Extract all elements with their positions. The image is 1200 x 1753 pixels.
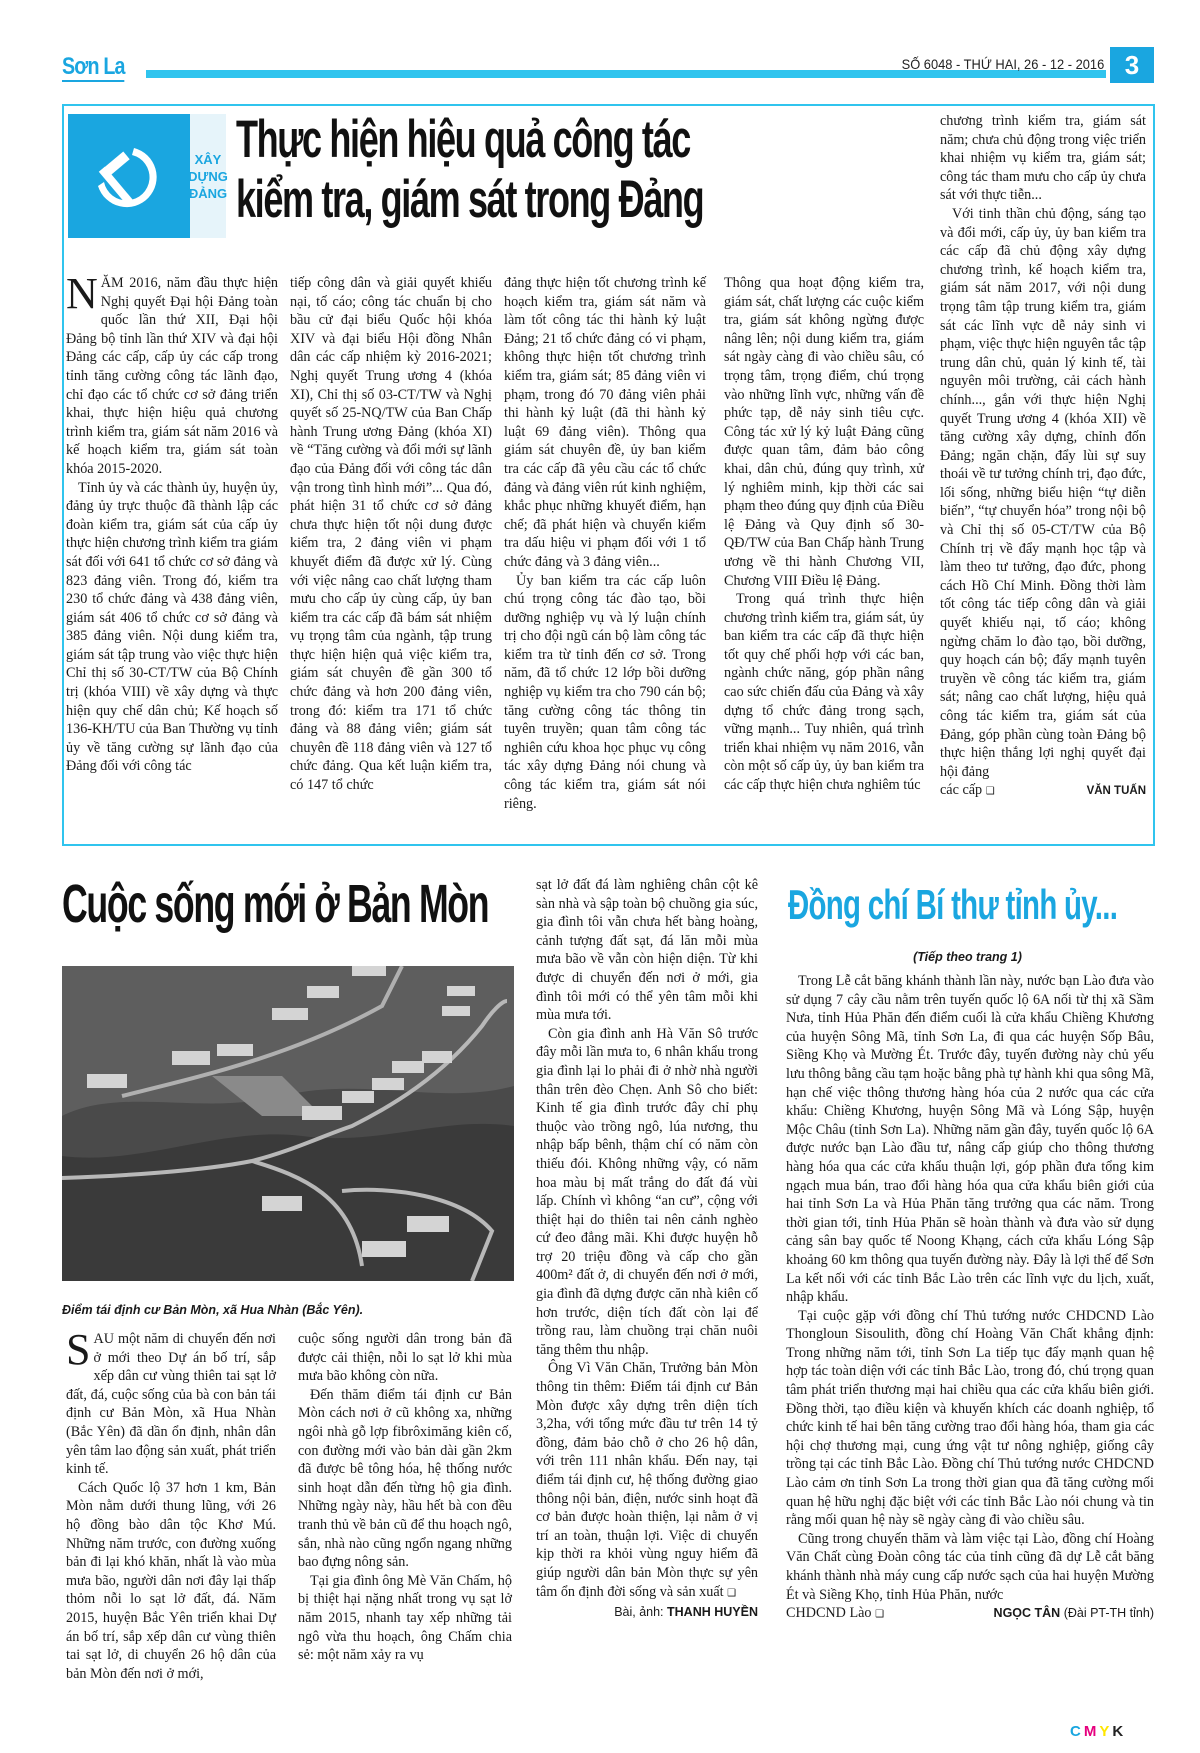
bottom-article-column-2: [298, 1330, 512, 1665]
paragraph: Trong Lễ cắt băng khánh thành lần này, nước bạn Lào đưa vào sử dụng 7 cây cầu nằm trên tuyến quốc lộ 6A nối từ thị xã Sầm Nưa, tỉnh Hủa Phăn đến điểm cuối là cửa khẩu Chiềng Khương của huyện Sông Mã, tỉnh Sơn La, đi qua các huyện Sốp Bâu, Siềng Khọ và Mường Ét. Trước đây, tuyến đường này chủ yếu lưu thông bằng cầu tạm hoặc bằng phà tự hành khi qua sông Mã, hạn chế việc thông thương hàng hóa của 2 nước qua các cửa khẩu: Chiềng Khương, huyện Sông Mã và Lóng Sập, huyện Mộc Châu (tỉnh Sơn La). Những năm gần đây, tuyến quốc lộ 6A được nước bạn Lào đầu tư, nâng cấp giúp cho thông thương hàng hóa qua các cửa khẩu thuận lợi, góp phần đưa tổng kim ngạch mua bán, trao đổi hàng hóa qua cửa khẩu biên giới của hai tỉnh Sơn La và Hủa Phăn tăng trưởng qua các năm. Trong thời gian tới, tỉnh Hủa Phăn sẽ hoàn thành và đưa vào sử dụng cảng sân bay quốc tế Noong Khạng, cách cửa khẩu Lóng Sập khoảng 60 km thông qua tuyến đường này. Đây là lợi thế để Sơn La kết nối với các tỉnh Bắc Lào trên các lĩnh vực du lịch, xuất, nhập khẩu.: [786, 973, 1154, 1306]
bottom-article-column-1: [66, 1325, 276, 1683]
section-badge-label: [190, 114, 226, 238]
paragraph: chương trình kiểm tra, giám sát năm; chưa chủ động trong việc triển khai nhiệm vụ kiểm tra, giám sát; công tác tham mưu cho cấp ủy chưa sát với thực tiễn...: [940, 113, 1146, 204]
badge-line: ĐẢNG: [188, 185, 228, 201]
headline-line: kiểm tra, giám sát trong Đảng: [236, 170, 704, 229]
end-mark-icon: ❑: [985, 786, 995, 798]
photo-caption: Điểm tái định cư Bản Mòn, xã Hua Nhàn (Bắc Yên).: [62, 1303, 364, 1317]
cmyk-m: M: [1083, 1723, 1100, 1740]
paragraph: đảng thực hiện tốt chương trình kế hoạch kiểm tra, giám sát năm và làm tốt công tác thi hành kỷ luật Đảng; 21 tổ chức đảng có vi phạm, không thực hiện tốt chương trình kiểm tra, giám sát; 85 đảng viên vi phạm, trong đó 70 đảng viên phải thi hành kỷ luật (đã thi hành kỷ luật 69 đảng viên). Thông qua giám sát chuyên đề, ủy ban kiểm tra các cấp đã yêu cầu các tổ chức đảng và đảng viên rút kinh nghiệm, khắc phục những khuyết điểm, hạn chế; đã phát hiện và chuyển kiểm tra dấu hiệu vi phạm đối với 1 tổ chức đảng và 3 đảng viên...: [504, 275, 706, 570]
article-end-row: CHDCND Lào ❑ NGỌC TÂN (Đài PT-TH tỉnh): [786, 1605, 1154, 1622]
cmyk-y: Y: [1099, 1723, 1113, 1740]
top-article-column-2: [290, 274, 492, 795]
paragraph: NĂM 2016, năm đầu thực hiện Nghị quyết Đại hội Đảng toàn quốc lần thứ XII, Đại hội Đảng bộ tỉnh lần thứ XIV và đại hội Đảng các cấp, cấp ủy các cấp trong tỉnh tăng cường công tác lãnh đạo, chỉ đạo các tổ chức cơ sở đảng triển khai, thực hiện hiệu quả chương trình kiểm tra, giám sát năm 2016 và kế hoạch kiểm tra, giám sát toàn khóa 2015-2020.: [66, 269, 278, 477]
paragraph: Còn gia đình anh Hà Văn Sô trước đây mỗi lần mưa to, 6 nhân khẩu trong gia đình lại lo phải đi ở nhờ nhà người thân trên đèo Chẹn. Anh Sô cho biết: Kinh tế gia đình trước đây chỉ phụ thuộc vào trồng ngô, lúa nương, thu nhập bấp bênh, thậm chí có năm còn thiếu đói. Không những vậy, có năm hoa màu bị mất trắng do đất đá vùi lấp. Chính vì không “an cư”, cộng với thiệt hại do thiên tai nên cảnh nghèo cứ đeo đẳng mãi. Khi được huyện hỗ trợ 20 triệu đồng và cấp cho gần 400m² đất ở, di chuyển đến nơi ở mới, gia đình đã dựng được căn nhà kiên cố hơn trước, diện tích đất còn lại để trồng rau, làm chuồng trại chăn nuôi tăng thêm thu nhập.: [536, 1025, 758, 1358]
article-end-row: các cấp ❑ VĂN TUẤN: [940, 781, 1146, 802]
author-byline: Bài, ảnh: THANH HUYỀN: [614, 1605, 758, 1620]
cmyk-k: K: [1112, 1723, 1127, 1740]
paragraph: tiếp công dân và giải quyết khiếu nại, tố cáo; công tác chuẩn bị cho bầu cử đại biểu Quốc hội khóa XIV và đại biểu Hội đồng Nhân dân các cấp nhiệm kỳ 2016-2021; Nghị quyết Trung ương 4 (khóa XI), Chỉ thị số 03-CT/TW và Nghị quyết số 25-NQ/TW của Ban Chấp hành Trung ương Đảng (khóa XI) về “Tăng cường và đổi mới sự lãnh đạo của Đảng đối với công tác dân vận trong tình hình mới”... Qua đó, phát hiện 31 tổ chức cơ sở đảng chưa thực hiện tốt nội dung được kiểm tra, 2 đảng viên vi phạm khuyết điểm đã được xử lý. Cùng với việc nâng cao chất lượng tham mưu cho cấp ủy cùng cấp, ủy ban kiểm tra các cấp đã bám sát nhiệm vụ trọng tâm của ngành, tập trung thực hiện hiện quả việc kiểm tra, giám sát chuyên đề gần 300 tổ chức đảng và hơn 200 đảng viên, trong đó: kiểm tra 171 tổ chức đảng và 88 đảng viên; giám sát chuyên đề 118 đảng viên và 127 tổ chức đảng. Qua kết luận kiểm tra, có 147 tổ chức: [290, 275, 492, 794]
paragraph: Cũng trong chuyến thăm và làm việc tại Lào, đồng chí Hoàng Văn Chất cùng Đoàn công tác của tỉnh cũng đã dự Lễ cắt băng khánh thành nhà máy cung cấp nước sạch của hai huyện Mường Ét và Siềng Khọ, tỉnh Hủa Phăn, nước: [786, 1530, 1154, 1603]
section-masthead: Sơn La: [62, 53, 125, 80]
right-article-headline: Đồng chí Bí thư tỉnh ủy...: [788, 881, 1118, 928]
page-number: 3: [1110, 47, 1154, 83]
paragraph: Đến thăm điểm tái định cư Bản Mòn cách nơi ở cũ không xa, những ngôi nhà gỗ lợp fibrôximăng kiên cố, con đường mới vào bản dài gần 2km đã được bê tông hóa, hệ thống nước sinh hoạt dẫn đến từng hộ gia đình. Những ngày này, hầu hết bà con đều tranh thủ về bản cũ để thu hoạch ngô, sắn, nhà nào cũng ngổn ngang những bao đựng nông sản.: [298, 1386, 512, 1571]
right-article-body: [786, 972, 1154, 1625]
top-article-column-5: [940, 112, 1146, 802]
headline-line: Thực hiện hiệu quả công tác: [236, 110, 690, 169]
issue-info: SỐ 6048 - THỨ HAI, 26 - 12 - 2016: [901, 56, 1104, 72]
paragraph: Ông Vì Văn Chăn, Trưởng bản Mòn thông tin thêm: Điểm tái định cư Bản Mòn được xây dựng trên diện tích 3,2ha, với tổng mức đầu tư trên 14 tỷ đồng, đảm bảo chỗ ở cho 26 hộ dân, với trên 111 nhân khẩu. Đến nay, tại điểm tái định cư, hệ thống đường giao thông nội bản, điện, nước sinh hoạt đã cơ bản được hoàn thiện, lại nằm ở vị trí an toàn, thuận lợi. Việc di chuyển kịp thời ra khỏi vùng nguy hiểm đã giúp người dân bản Mòn thực sự yên tâm ổn định đời sống và sản xuất ❑: [536, 1360, 758, 1600]
author-byline: VĂN TUẤN: [1086, 785, 1146, 798]
paragraph: Tỉnh ủy và các thành ủy, huyện ủy, đảng ủy trực thuộc đã thành lập các đoàn kiểm tra, giám sát của cấp ủy thực hiện chương trình kiểm tra giám sát đối với 641 tổ chức cơ sở đảng và 823 đảng viên. Trong đó, kiểm tra 230 tổ chức đảng và 438 đảng viên, giám sát 406 tổ chức cơ sở đảng và 385 đảng viên. Nội dung kiểm tra, giám sát tập trung vào việc thực hiện Chỉ thị số 30-CT/TW của Bộ Chính trị (khóa VIII) về xây dựng và thực hiện quy chế dân chủ; Kế hoạch số 136-KH/TU của Ban Thường vụ tỉnh ủy về tăng cường sự lãnh đạo của Đảng đối với công tác: [66, 479, 278, 775]
end-mark-icon: ❑: [875, 1609, 885, 1621]
end-mark-icon: ❑: [727, 1587, 737, 1599]
cmyk-c: C: [1070, 1723, 1084, 1740]
paragraph: Ủy ban kiểm tra các cấp luôn chú trọng công tác đào tạo, bồi dưỡng nghiệp vụ và lý luận chính trị cho đội ngũ cán bộ làm công tác kiểm tra từ tỉnh đến cơ sở. Trong năm, đã tổ chức 12 lớp bồi dưỡng nghiệp vụ kiểm tra cho 790 cán bộ; tăng cường công tác thông tin tuyên truyền; quan tâm công tác nghiên cứu khoa học phục vụ công tác xây dựng Đảng nói chung và công tác kiểm tra, giám sát nói riêng.: [504, 572, 706, 812]
author-byline: NGỌC TÂN (Đài PT-TH tỉnh): [993, 1606, 1154, 1621]
paragraph: sạt lở đất đá làm nghiêng chân cột kê sàn nhà và sập toàn bộ chuồng gia súc, gia đình tôi vẫn chưa hết bàng hoàng, cảnh tượng đất sạt, đá lăn mỗi mùa mưa bão về vẫn còn hiện diện. Từ khi được di chuyển đến nơi ở mới, gia đình tôi mới có thể yên tâm mỗi khi mùa mưa tới.: [536, 877, 758, 1024]
drop-cap: S: [66, 1325, 91, 1374]
hammer-sickle-icon: [82, 134, 172, 220]
paragraph: Với tinh thần chủ động, sáng tạo và đổi mới, cấp ủy, ủy ban kiểm tra các cấp đã chủ động xây dựng chương trình, kế hoạch kiểm tra, giám sát năm 2017, với nội dung trọng tâm tập trung kiểm tra, giám sát các lĩnh vực dễ nảy sinh vi phạm, việc thực hiện nguyên tắc tập trung dân chủ, quản lý kinh tế, tài nguyên môi trường, cải cách hành chính..., gắn với thực hiện Nghị quyết Trung ương 4 (khóa XII) về tăng cường xây dựng, chỉnh đốn Đảng; ngăn chặn, đẩy lùi sự suy thoái về tư tưởng chính trị, đạo đức, lối sống, những biểu hiện “tự diễn biến”, “tự chuyển hóa” trong nội bộ và Chỉ thị số 05-CT/TW của Bộ Chính trị về đẩy mạnh học tập và làm theo tư tưởng, đạo đức, phong cách Hồ Chí Minh. Đồng thời làm tốt công tác tiếp công dân và giải quyết khiếu nại, tố cáo; không ngừng chăm lo đào tạo, bồi dưỡng, quy hoạch cán bộ; đẩy mạnh tuyên truyền về công tác kiểm tra, giám sát; nâng cao chất lượng, hiệu quả công tác kiểm tra, giám sát của Đảng, góp phần cùng toàn Đảng bộ thực hiện thắng lợi nghị quyết đại hội đảng: [940, 205, 1146, 780]
drop-cap: N: [66, 269, 98, 318]
continued-note: (Tiếp theo trang 1): [913, 950, 1022, 964]
top-article-column-3: [504, 274, 706, 813]
cmyk-registration-mark: [1070, 1723, 1126, 1740]
paragraph: Cách Quốc lộ 37 hơn 1 km, Bản Mòn nằm dưới thung lũng, với 26 hộ đồng bào dân tộc Khơ Mú. Những năm trước, con đường xuống bản đi lại khó khăn, nhất là vào mùa mưa bão, người dân nơi đây lại thấp thỏm nỗi lo sạt lở đất, đá. Năm 2015, huyện Bắc Yên triển khai Dự án bố trí, sắp xếp dân cư vùng thiên tai sạt lở, di chuyển 26 hộ dân của bản Mòn đến nơi ở mới,: [66, 1479, 276, 1682]
resettlement-village-photo: [62, 966, 514, 1281]
paragraph: SAU một năm di chuyển đến nơi ở mới theo Dự án bố trí, sắp xếp dân cư vùng thiên tai sạt lở đất, đá, cuộc sống của bà con bản tái định cư Bản Mòn, xã Hua Nhàn (Bắc Yên) đã dần ổn định, nhân dân yên tâm lao động sản xuất, phát triển kinh tế.: [66, 1325, 276, 1478]
paragraph: Tại cuộc gặp với đồng chí Thủ tướng nước CHDCND Lào Thongloun Sisoulith, đồng chí Hoàng Văn Chất khẳng định: Trong những năm tới, tỉnh Sơn La tiếp tục đẩy mạnh quan hệ hợp tác toàn diện với các tỉnh Bắc Lào, trong đó, chú trọng quan tâm phát triển thương mại hai chiều qua các cửa khẩu biên giới. Đồng thời, tạo điều kiện và khuyến khích các doanh nghiệp, tổ chức kinh tế hai bên tăng cường trao đổi hàng hóa, tham gia các hội chợ thương mại, cung ứng vật tư nông nghiệp, giống cây trồng tại các tỉnh Bắc Lào. Đồng chí Thủ tướng nước CHDCND Lào cảm ơn tỉnh Sơn La trong thời gian qua đã tăng cường mối quan hệ hữu nghị đặc biệt với các tỉnh Bắc Lào nói chung và tin rằng mối quan hệ này sẽ ngày càng đi vào chiều sâu.: [786, 1307, 1154, 1529]
paragraph: Tại gia đình ông Mè Văn Chấm, hộ bị thiệt hại nặng nhất trong vụ sạt lở năm 2015, nhanh tay xếp những tải ngô vừa thu hoạch, ông Chấm chia sẻ: một năm xảy ra vụ: [298, 1572, 512, 1664]
badge-line: XÂY: [194, 151, 222, 167]
badge-line: DỰNG: [188, 168, 228, 184]
paragraph: Trong quá trình thực hiện chương trình kiểm tra, giám sát, ủy ban kiểm tra các cấp đã thực hiện tốt quy chế phối hợp với các ban, ngành chức năng, góp phần nâng cao sức chiến đấu của Đảng và xây dựng tổ chức đảng trong sạch, vững mạnh... Tuy nhiên, quá trình triển khai nhiệm vụ năm 2016, vẫn còn một số cấp ủy, ủy ban kiểm tra các cấp thực hiện chưa nghiêm túc: [724, 591, 924, 794]
top-article-headline: [236, 110, 704, 230]
paragraph: Thông qua hoạt động kiểm tra, giám sát, chất lượng các cuộc kiểm tra, giám sát không ngừng được nâng lên; nội dung kiểm tra, giám sát ngày càng đi vào chiều sâu, có trọng tâm, trọng điểm, chú trọng vào những lĩnh vực, những vấn đề phức tạp, dễ nảy sinh tiêu cực. Công tác xử lý kỷ luật Đảng cũng được quan tâm, đảm bảo công khai, dân chủ, đúng quy trình, xử lý nghiêm minh, kịp thời các sai phạm theo đúng quy định của Điều lệ Đảng và Quy định số 30-QĐ/TW của Ban Chấp hành Trung ương về thi hành Chương VII, Chương VIII Điều lệ Đảng.: [724, 275, 924, 589]
top-article-column-1: [66, 269, 278, 776]
top-article-column-4: [724, 274, 924, 795]
bottom-article-column-3: [536, 876, 758, 1622]
bottom-article-headline: Cuộc sống mới ở Bản Mòn: [62, 874, 489, 934]
paragraph: cuộc sống người dân trong bản đã được cải thiện, nỗi lo sạt lở khi mùa mưa bão không còn nữa.: [298, 1331, 512, 1385]
